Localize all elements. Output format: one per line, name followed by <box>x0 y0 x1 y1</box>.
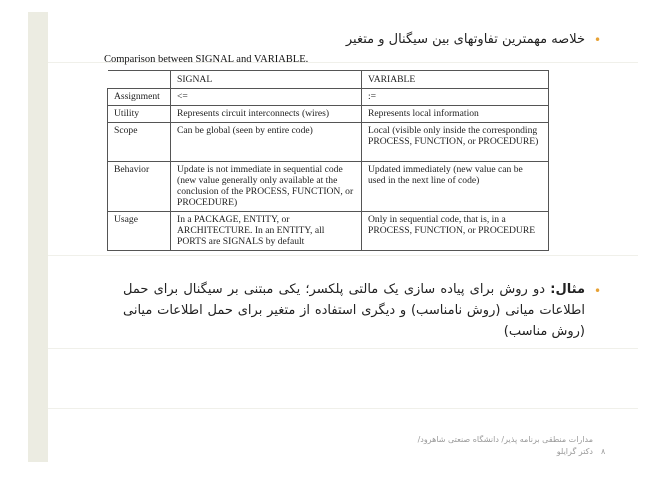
table-header-cell: VARIABLE <box>362 71 549 89</box>
table-caption: Comparison between SIGNAL and VARIABLE. <box>104 54 309 65</box>
signal-cell: In a PACKAGE, ENTITY, or ARCHITECTURE. In an ENTITY, all PORTS are SIGNALS by default <box>171 212 362 251</box>
decor-rule <box>48 348 638 349</box>
example-paragraph <box>123 279 585 342</box>
decor-rule <box>48 408 638 409</box>
variable-cell: Updated immediately (new value can be used in the next line of code) <box>362 162 549 212</box>
footer-author: دکتر گرایلو <box>556 447 593 456</box>
signal-cell: Represents circuit interconnects (wires) <box>171 106 362 123</box>
slide-left-margin <box>28 12 48 462</box>
row-label: Assignment <box>108 89 171 106</box>
variable-cell: Only in sequential code, that is, in a PROCESS, FUNCTION, or PROCEDURE <box>362 212 549 251</box>
example-text: دو روش برای پیاده سازی یک مالتی پلکسر؛ یکی مبتنی بر سیگنال برای حمل اطلاعات میانی (روش نامناسب) و دیگری استفاده از متغیر برای حمل اطلاعات میانی (روش مناسب) <box>123 282 585 339</box>
row-label: Utility <box>108 106 171 123</box>
footer-course: مدارات منطقی برنامه پذیر/ دانشگاه صنعتی شاهرود/ <box>417 435 593 444</box>
variable-cell: Local (visible only inside the corresponding PROCESS, FUNCTION, or PROCEDURE) <box>362 123 549 162</box>
signal-cell: <= <box>171 89 362 106</box>
signal-cell: Update is not immediate in sequential code (new value generally only available at the conclusion of the PROCESS, FUNCTION, or PROCEDURE) <box>171 162 362 212</box>
slide-footer <box>333 434 593 458</box>
table-header-cell: SIGNAL <box>171 71 362 89</box>
row-label: Scope <box>108 123 171 162</box>
row-label: Behavior <box>108 162 171 212</box>
table-header-row <box>108 71 549 89</box>
bullet-icon: • <box>594 284 602 298</box>
table-row <box>108 106 549 123</box>
table-row <box>108 89 549 106</box>
bullet-icon: • <box>594 33 602 47</box>
page-number: ۸ <box>601 447 606 456</box>
table-row <box>108 212 549 251</box>
table-row <box>108 162 549 212</box>
variable-cell: Represents local information <box>362 106 549 123</box>
example-label: مثال: <box>550 282 585 297</box>
variable-cell: := <box>362 89 549 106</box>
slide-heading: خلاصه مهمترین تفاوتهای بین سیگنال و متغیر <box>345 32 585 47</box>
table-header-cell <box>108 71 171 89</box>
signal-cell: Can be global (seen by entire code) <box>171 123 362 162</box>
row-label: Usage <box>108 212 171 251</box>
table-row <box>108 123 549 162</box>
comparison-table <box>107 70 549 251</box>
decor-rule <box>48 255 638 256</box>
